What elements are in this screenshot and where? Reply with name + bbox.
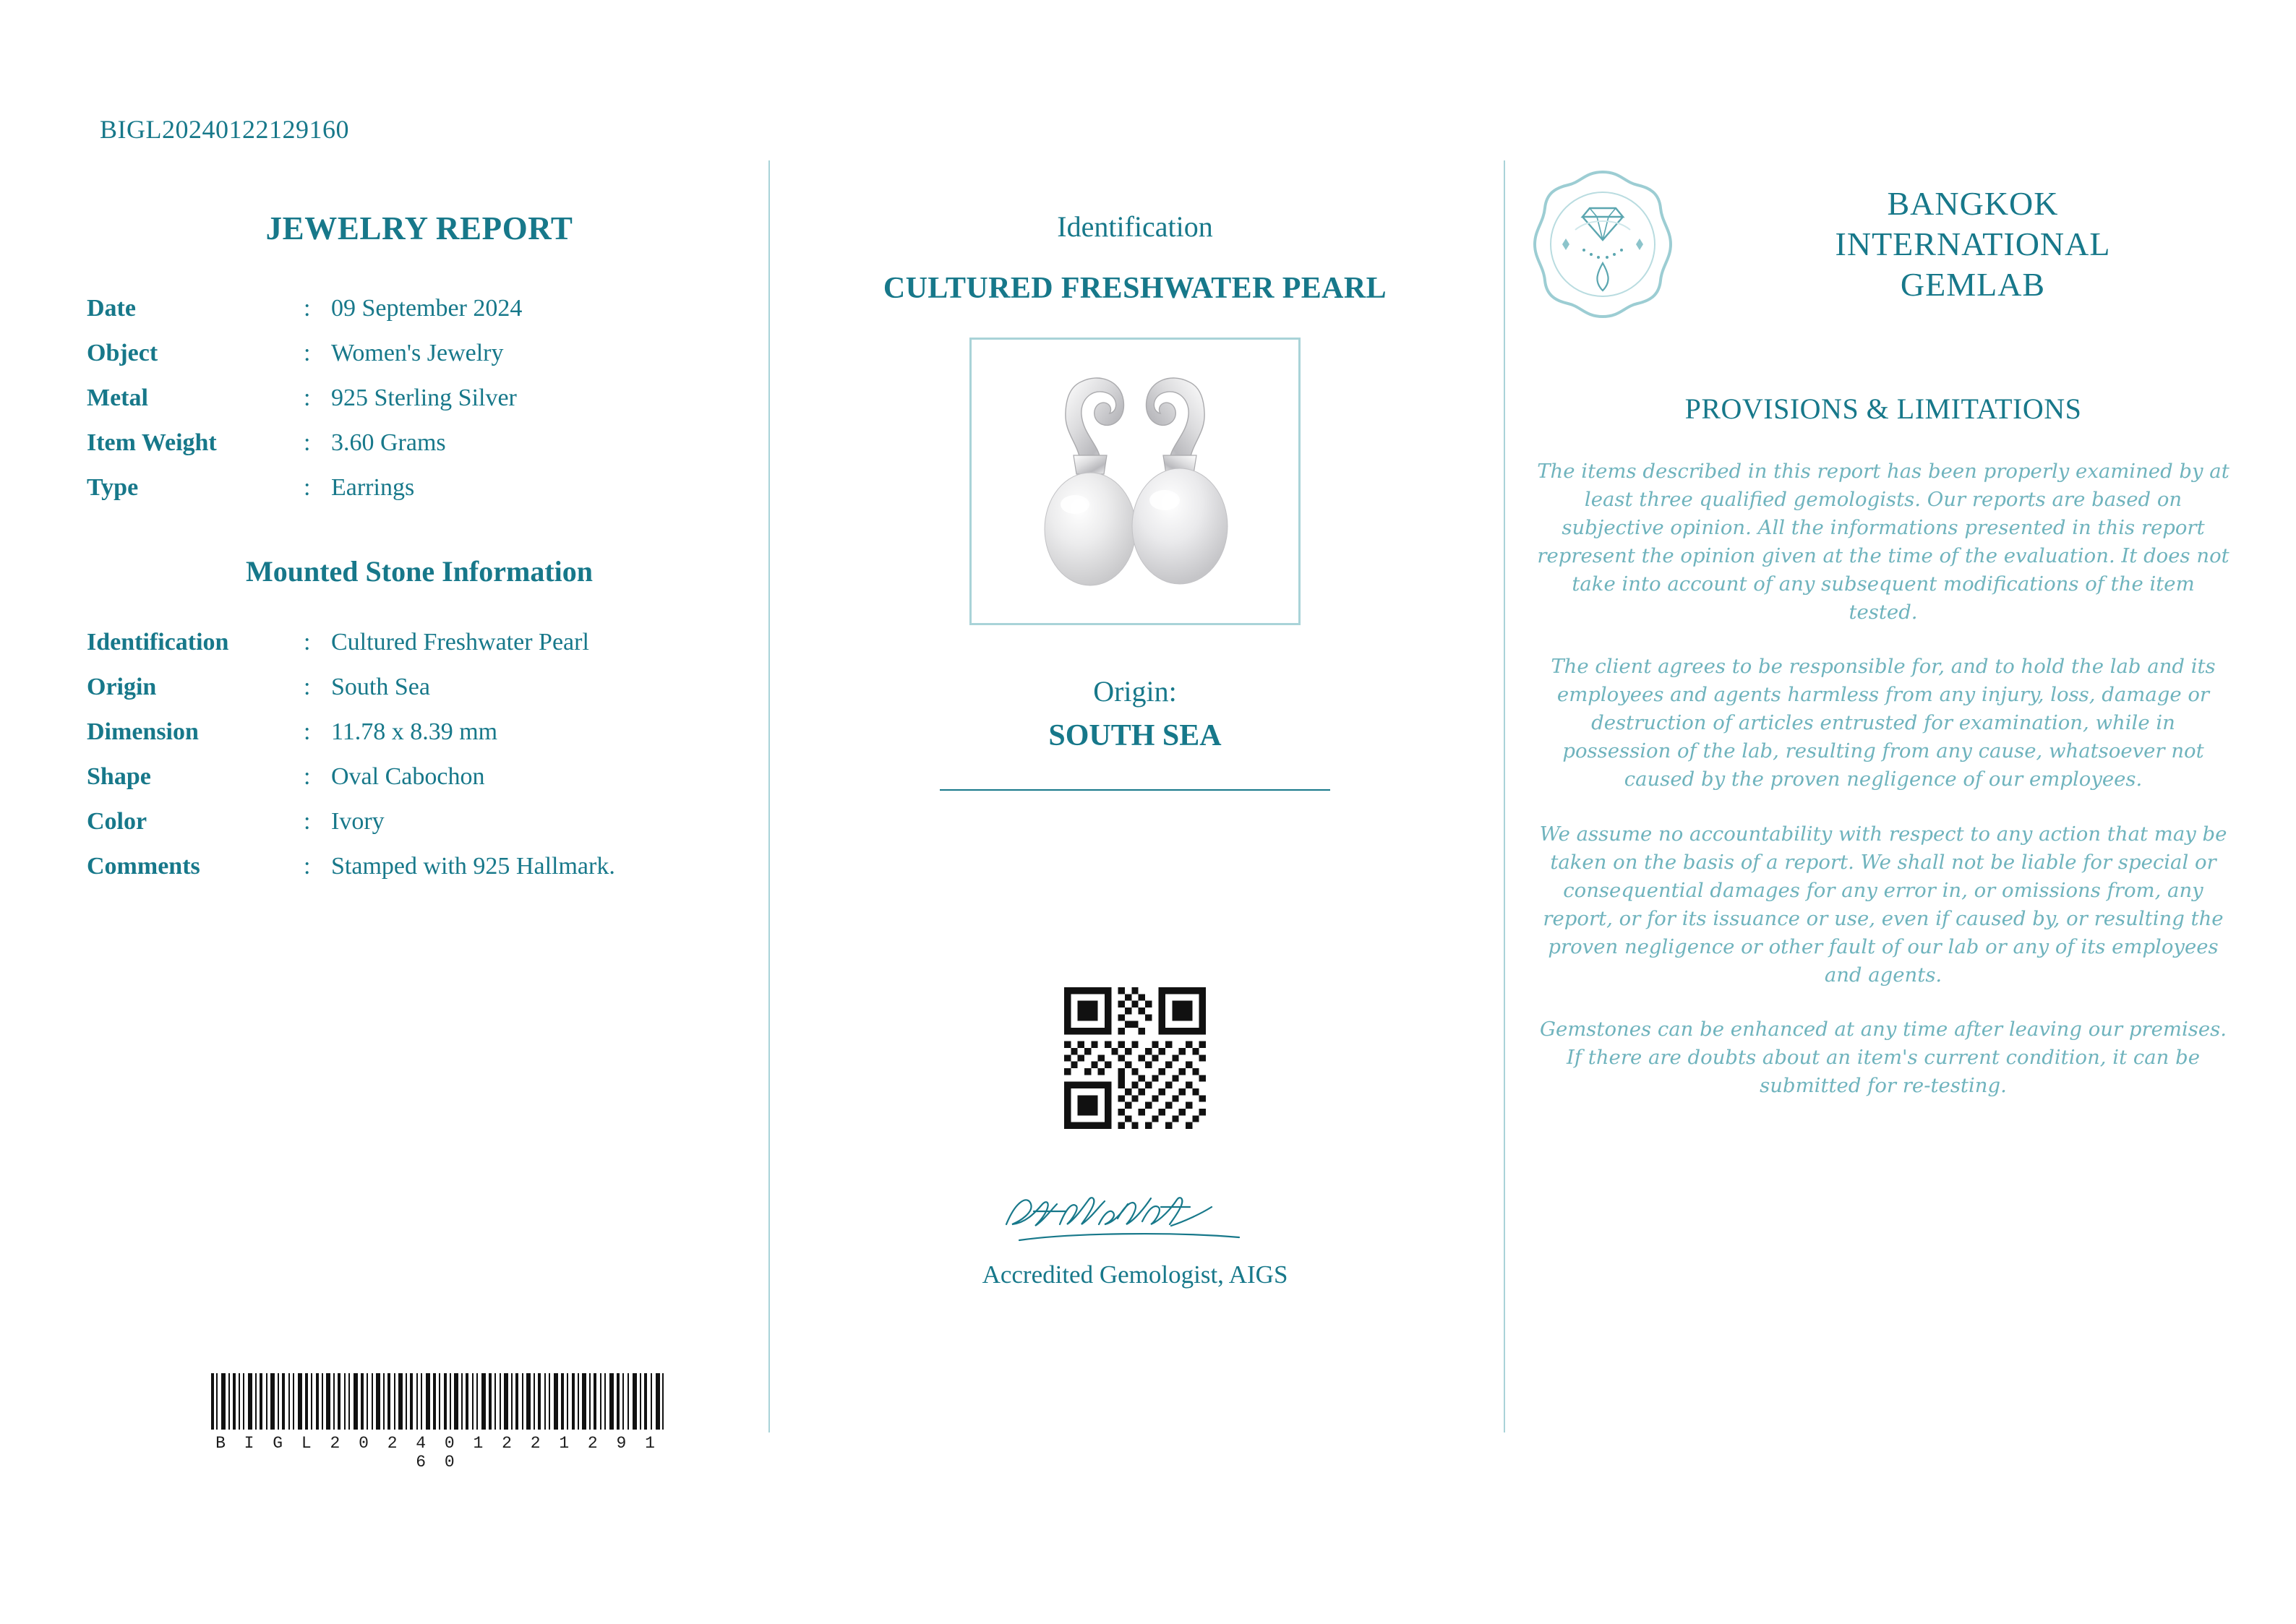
table-row <box>87 710 752 755</box>
middle-column <box>788 210 1482 1289</box>
origin-value: SOUTH SEA <box>1048 719 1222 752</box>
table-row <box>87 465 752 510</box>
field-value: Ivory <box>331 808 385 835</box>
field-colon: : <box>304 473 311 501</box>
identification-label: Identification <box>1057 210 1213 243</box>
jewelry-photo-frame <box>969 338 1301 625</box>
report-id: BIGL20240122129160 <box>100 115 349 144</box>
field-colon: : <box>304 674 311 701</box>
qr-code[interactable] <box>1064 987 1206 1129</box>
field-value: Cultured Freshwater Pearl <box>331 629 589 656</box>
field-colon: : <box>304 339 311 366</box>
gemlab-logo-icon <box>1522 163 1684 325</box>
left-column <box>87 210 752 889</box>
table-row <box>87 665 752 710</box>
brand-header <box>1522 163 2245 325</box>
field-value: South Sea <box>331 674 430 701</box>
table-row <box>87 799 752 844</box>
brand-line-1: BANGKOK <box>1887 184 2059 222</box>
field-value: Earrings <box>331 473 415 501</box>
provision-paragraph: The client agrees to be responsible for, and to hold the lab and its employees and agents harmless from any injury, loss, damage or destruction of articles entrusted for examination, while in possession of the lab, resulting from any cause, whatsoever not caused by the proven negligence of our employees. <box>1551 655 2216 791</box>
field-value: Women's Jewelry <box>331 339 504 366</box>
brand-title <box>1701 184 2245 305</box>
field-value: Oval Cabochon <box>331 763 485 791</box>
field-value: 11.78 x 8.39 mm <box>331 718 498 746</box>
table-row <box>87 421 752 465</box>
field-key: Object <box>87 339 158 366</box>
logo-svg <box>1522 163 1684 325</box>
field-value: 925 Sterling Silver <box>331 384 517 411</box>
field-key: Origin <box>87 674 157 701</box>
provision-paragraph: We assume no accountability with respect to any action that may be taken on the basis of a report. We shall not be liable for special or consequential damages for any error in, or omissions from, any report, or for its issuance or use, even if caused by, or resulting the proven negligence or other fault of our lab or any of its employees and agents. <box>1539 822 2227 987</box>
general-info-table <box>87 286 752 510</box>
field-key: Dimension <box>87 718 199 746</box>
qr-code-icon <box>1064 987 1206 1129</box>
signature <box>788 1178 1482 1258</box>
table-row <box>87 286 752 331</box>
origin-label: Origin: <box>1093 675 1177 708</box>
column-divider-left <box>768 160 770 1432</box>
table-row <box>87 844 752 889</box>
section-rule <box>940 789 1330 791</box>
field-value: 09 September 2024 <box>331 295 523 322</box>
field-colon: : <box>304 808 311 835</box>
field-key: Identification <box>87 629 229 656</box>
field-colon: : <box>304 295 311 322</box>
field-key: Type <box>87 473 139 501</box>
field-colon: : <box>304 629 311 656</box>
table-row <box>87 376 752 421</box>
table-row <box>87 620 752 665</box>
barcode-image <box>210 1373 665 1430</box>
field-key: Item Weight <box>87 429 217 456</box>
field-key: Date <box>87 295 136 322</box>
field-key: Metal <box>87 384 148 411</box>
gem-name: CULTURED FRESHWATER PEARL <box>883 272 1387 305</box>
right-column <box>1522 163 2245 1100</box>
field-colon: : <box>304 763 311 791</box>
pearl-earrings-image <box>972 340 1298 623</box>
field-key: Color <box>87 808 147 835</box>
column-divider-right <box>1504 160 1505 1432</box>
provisions-title: PROVISIONS & LIMITATIONS <box>1684 392 2082 425</box>
barcode-text: B I G L 2 0 2 4 0 1 2 2 1 2 9 1 6 0 <box>215 1434 659 1472</box>
brand-line-2: INTERNATIONAL <box>1835 225 2111 262</box>
field-colon: : <box>304 718 311 746</box>
brand-line-3: GEMLAB <box>1900 266 2046 304</box>
field-value: Stamped with 925 Hallmark. <box>331 852 615 880</box>
field-key: Comments <box>87 852 200 880</box>
barcode <box>210 1373 665 1472</box>
field-colon: : <box>304 429 311 456</box>
field-value: 3.60 Grams <box>331 429 446 456</box>
provision-paragraph: Gemstones can be enhanced at any time after leaving our premises. If there are doubts about an item's current condition, it can be submitted for re-testing. <box>1539 1017 2227 1097</box>
field-colon: : <box>304 384 311 411</box>
page-title: JEWELRY REPORT <box>265 210 573 246</box>
section-title-mounted-stone: Mounted Stone Information <box>245 555 594 588</box>
field-key: Shape <box>87 763 151 791</box>
mounted-stone-table <box>87 620 752 888</box>
signature-icon <box>990 1178 1280 1258</box>
provision-paragraph: The items described in this report has been properly examined by at least three qualified gemologists. Our reports are based on subjective opinion. All the informations presented in this report represent the opinion given at the time of the evaluation. It does not take into account of any subsequent modifications of the item tested. <box>1537 460 2229 624</box>
table-row <box>87 755 752 799</box>
field-colon: : <box>304 852 311 880</box>
gemologist-caption: Accredited Gemologist, AIGS <box>982 1260 1288 1289</box>
table-row <box>87 331 752 376</box>
